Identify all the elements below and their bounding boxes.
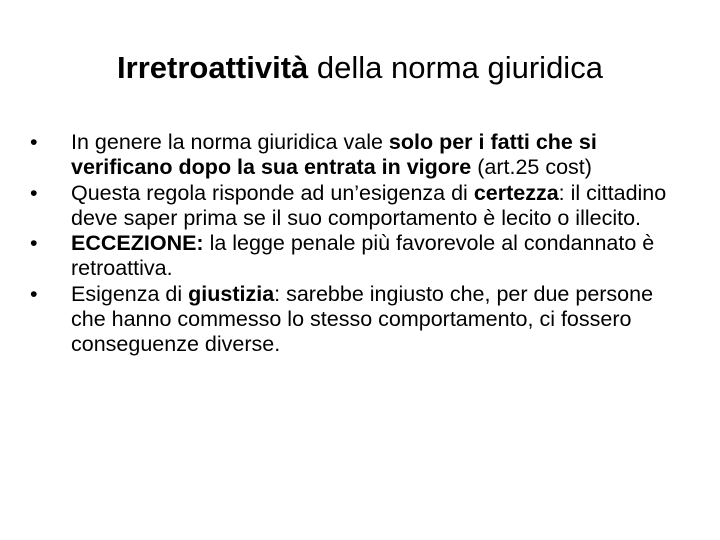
bullet-emphasis: giustizia [188,281,275,306]
bullet-dot-icon: • [30,231,38,256]
bullet-dot-icon: • [30,180,38,205]
bullet-text: Esigenza di [71,281,189,306]
slide-title [0,48,720,88]
bullet-item-4 [30,282,680,358]
bullet-item-3 [30,231,680,282]
bullet-emphasis: ECCEZIONE: [71,231,204,256]
bullet-item-2 [30,181,680,232]
bullet-list [30,130,680,358]
bullet-emphasis: certezza [473,180,559,205]
bullet-emphasis: solo per i fatti che si verificano dopo la sua entrata in vigore [71,130,597,180]
bullet-text: In genere la norma giuridica vale [71,130,389,154]
bullet-dot-icon: • [30,130,38,154]
bullet-dot-icon: • [30,281,38,306]
bullet-text: : sarebbe ingiusto che, per due persone che hanno commesso lo stesso comportamento, ci fossero conseguenze diverse. [71,281,654,357]
bullet-text: (art.25 cost) [471,155,592,180]
bullet-text: la legge penale più favorevole al condannato è retroattiva. [71,231,655,281]
title-bold-term: Irretroattività [117,50,309,85]
title-rest: della norma giuridica [308,50,603,85]
bullet-text: : il cittadino deve saper prima se il suo comportamento è lecito o illecito. [71,180,667,230]
bullet-text: Questa regola risponde ad un’esigenza di [71,180,474,205]
bullet-item-1 [30,130,680,181]
